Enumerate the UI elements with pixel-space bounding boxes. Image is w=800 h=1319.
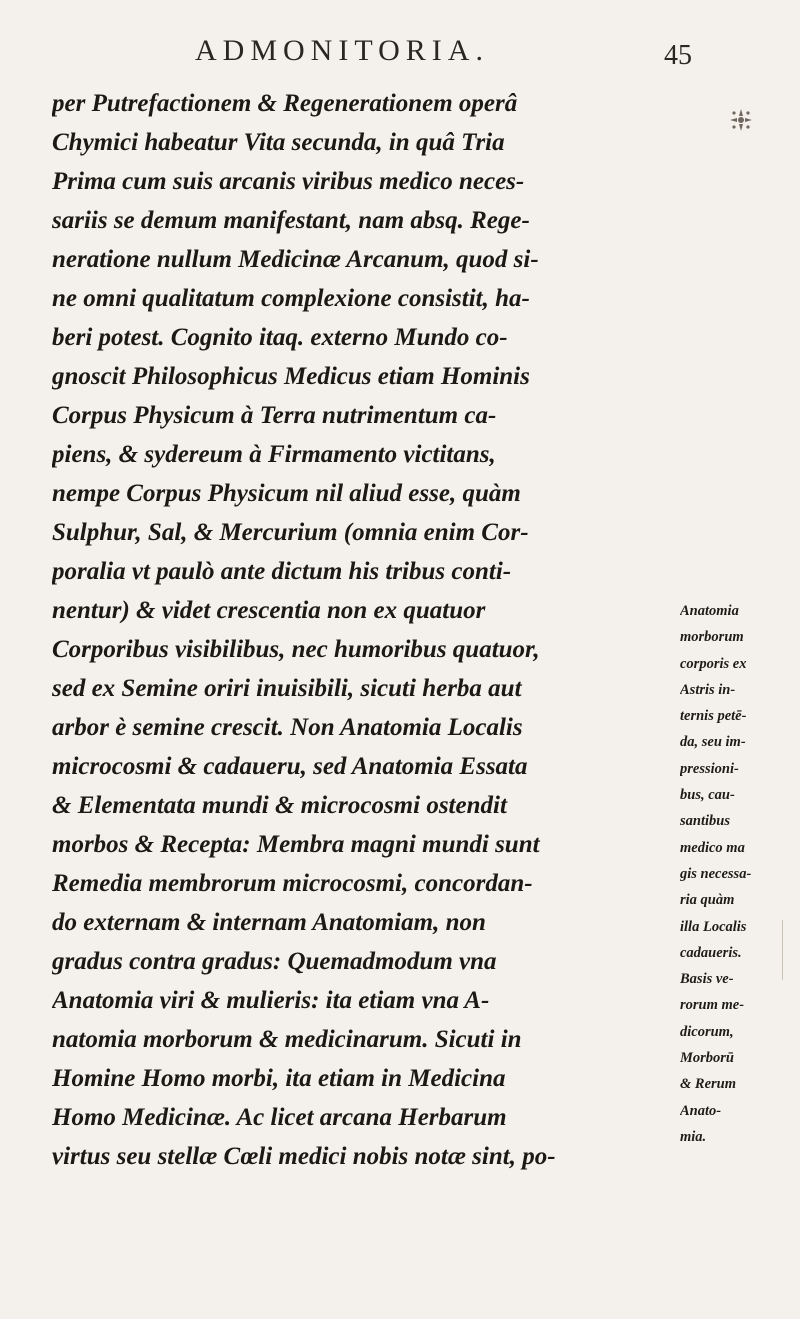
text-line: Chymici habeatur Vita secunda, in quâ Tria: [52, 129, 505, 156]
margin-note-line: gis necessa-: [680, 865, 752, 882]
text-line: nentur) & videt crescentia non ex quatuor: [52, 597, 486, 624]
margin-note: [680, 598, 795, 1150]
margin-note-line: santibus: [680, 813, 730, 830]
margin-note-line: illa Localis: [680, 918, 747, 935]
text-line: Corporibus visibilibus, nec humoribus quatuor,: [52, 636, 540, 663]
text-line: Homo Medicinæ. Ac licet arcana Herbarum: [52, 1104, 507, 1131]
margin-note-line: & Rerum: [680, 1076, 736, 1093]
text-line: neratione nullum Medicinæ Arcanum, quod si-: [52, 246, 539, 273]
margin-note-line: mia.: [680, 1128, 707, 1145]
margin-note-line: Morborū: [680, 1050, 734, 1067]
text-line: sed ex Semine oriri inuisibili, sicuti herba aut: [52, 675, 522, 702]
text-line: natomia morborum & medicinarum. Sicuti in: [52, 1026, 522, 1053]
text-line: per Putrefactionem & Regenerationem operâ: [52, 90, 518, 117]
text-line: piens, & sydereum à Firmamento victitans,: [52, 441, 496, 468]
margin-note-line: Basis ve-: [680, 971, 734, 988]
margin-note-line: cadaueris.: [680, 944, 742, 961]
text-line: gnoscit Philosophicus Medicus etiam Hominis: [52, 363, 530, 390]
text-line: Remedia membrorum microcosmi, concordan-: [52, 870, 533, 897]
margin-note-line: corporis ex: [680, 655, 747, 672]
margin-note-line: dicorum,: [680, 1023, 734, 1040]
margin-note-line: ria quàm: [680, 892, 735, 909]
text-line: Sulphur, Sal, & Mercurium (omnia enim Cor-: [52, 519, 529, 546]
margin-note-line: ternis petē-: [680, 708, 747, 725]
text-line: Homine Homo morbi, ita etiam in Medicina: [52, 1065, 506, 1092]
text-line: virtus seu stellæ Cœli medici nobis notæ sint, po-: [52, 1143, 556, 1170]
text-line: Corpus Physicum à Terra nutrimentum ca-: [52, 402, 497, 429]
margin-note-line: Anato-: [680, 1102, 722, 1119]
running-head: ADMONITORIA.: [195, 34, 489, 67]
text-line: poralia vt paulò ante dictum his tribus conti-: [52, 558, 512, 585]
text-line: morbos & Recepta: Membra magni mundi sunt: [52, 831, 540, 858]
margin-note-line: morborum: [680, 629, 744, 646]
page-number: 45: [664, 40, 692, 71]
margin-note-line: da, seu im-: [680, 734, 746, 751]
text-line: nempe Corpus Physicum nil aliud esse, quàm: [52, 480, 521, 507]
page-header: [0, 34, 800, 74]
text-line: microcosmi & cadaueru, sed Anatomia Essata: [52, 753, 528, 780]
text-line: gradus contra gradus: Quemadmodum vna: [52, 948, 497, 975]
margin-note-line: medico ma: [680, 839, 745, 856]
text-line: arbor è semine crescit. Non Anatomia Localis: [52, 714, 523, 741]
margin-note-line: pressioni-: [680, 760, 739, 777]
page-edge-mark: [782, 920, 783, 980]
body-text: [52, 84, 672, 1176]
printer-ornament-icon: [726, 105, 756, 135]
margin-note-line: Anatomia: [680, 603, 739, 619]
margin-note-line: Astris in-: [680, 681, 736, 698]
text-line: Anatomia viri & mulieris: ita etiam vna A-: [52, 987, 490, 1014]
text-line: beri potest. Cognito itaq. externo Mundo co-: [52, 324, 508, 351]
text-line: sariis se demum manifestant, nam absq. Rege-: [52, 207, 530, 234]
text-line: do externam & internam Anatomiam, non: [52, 909, 486, 936]
margin-note-line: rorum me-: [680, 997, 745, 1014]
text-line: Prima cum suis arcanis viribus medico neces-: [52, 168, 525, 195]
text-line: ne omni qualitatum complexione consistit, ha-: [52, 285, 530, 312]
margin-note-line: bus, cau-: [680, 787, 735, 804]
text-line: & Elementata mundi & microcosmi ostendit: [52, 792, 507, 819]
